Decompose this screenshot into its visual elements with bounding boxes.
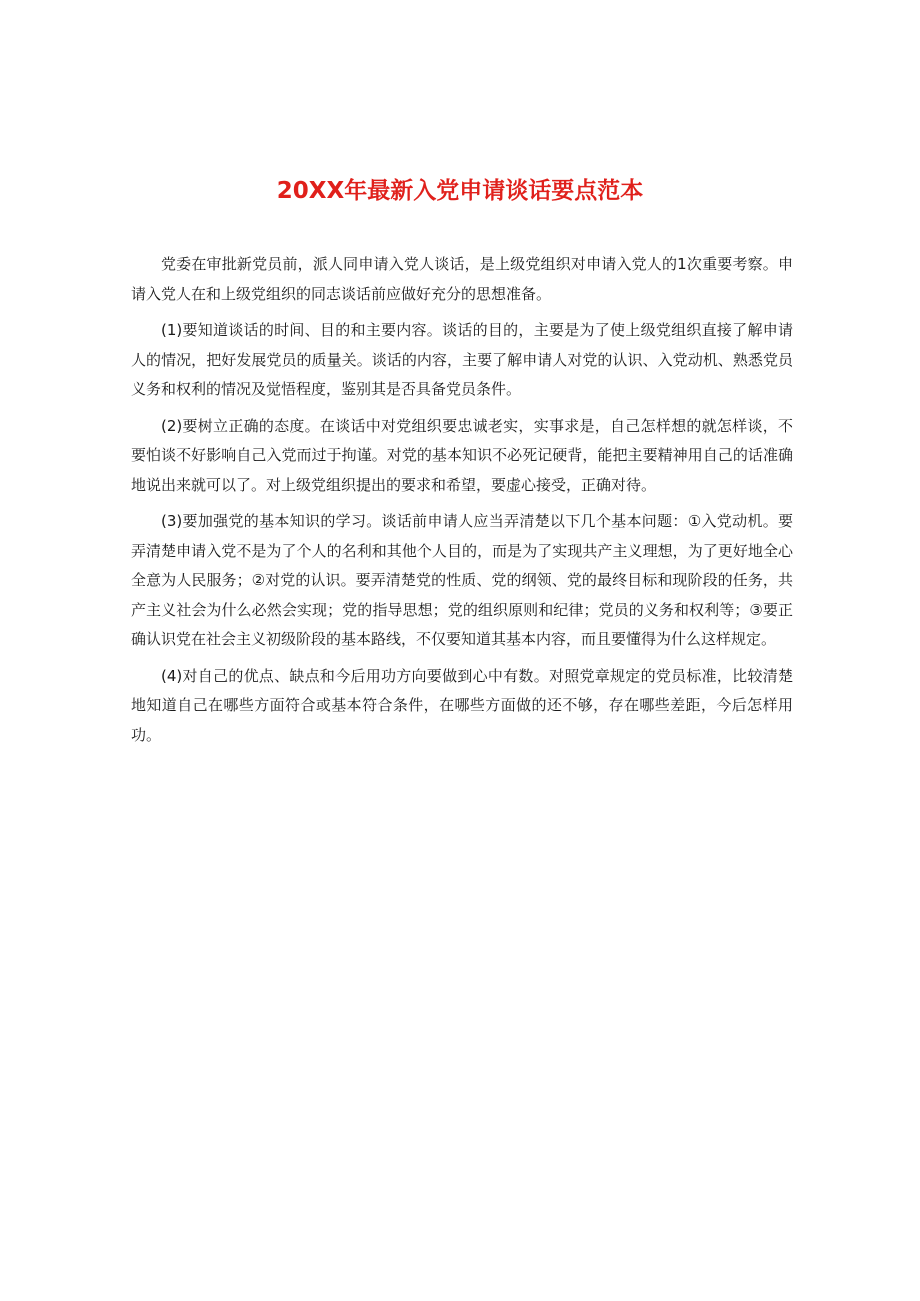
document-body <box>131 250 793 757</box>
paragraph-intro: 党委在审批新党员前，派人同申请入党人谈话，是上级党组织对申请入党人的1次重要考察。申请入党人在和上级党组织的同志谈话前应做好充分的思想准备。 <box>131 255 793 303</box>
document-title: 20XX年最新入党申请谈话要点范本 <box>276 178 644 204</box>
paragraph-point-2: (2)要树立正确的态度。在谈话中对党组织要忠诚老实，实事求是，自己怎样想的就怎样谈，不要怕谈不好影响自己入党而过于拘谨。对党的基本知识不必死记硬背，能把主要精神用自己的话准确地说出来就可以了。对上级党组织提出的要求和希望，要虚心接受，正确对待。 <box>131 416 793 494</box>
paragraph-point-1: (1)要知道谈话的时间、目的和主要内容。谈话的目的，主要是为了使上级党组织直接了解申请人的情况，把好发展党员的质量关。谈话的内容，主要了解申请人对党的认识、入党动机、熟悉党员义务和权利的情况及觉悟程度，鉴别其是否具备党员条件。 <box>131 321 793 398</box>
paragraph-point-3: (3)要加强党的基本知识的学习。谈话前申请人应当弄清楚以下几个基本问题：①入党动机。要弄清楚申请入党不是为了个人的名利和其他个人目的，而是为了实现共产主义理想，为了更好地全心全意为人民服务；②对党的认识。要弄清楚党的性质、党的纲领、党的最终目标和现阶段的任务，共产主义社会为什么必然会实现；党的指导思想；党的组织原则和纪律；党员的义务和权利等；③要正确认识党在社会主义初级阶段的基本路线，不仅要知道其基本内容，而且要懂得为什么这样规定。 <box>131 512 793 648</box>
paragraph-point-4: (4)对自己的优点、缺点和今后用功方向要做到心中有数。对照党章规定的党员标准，比较清楚地知道自己在哪些方面符合或基本符合条件，在哪些方面做的还不够，存在哪些差距，今后怎样用功。 <box>131 666 793 744</box>
